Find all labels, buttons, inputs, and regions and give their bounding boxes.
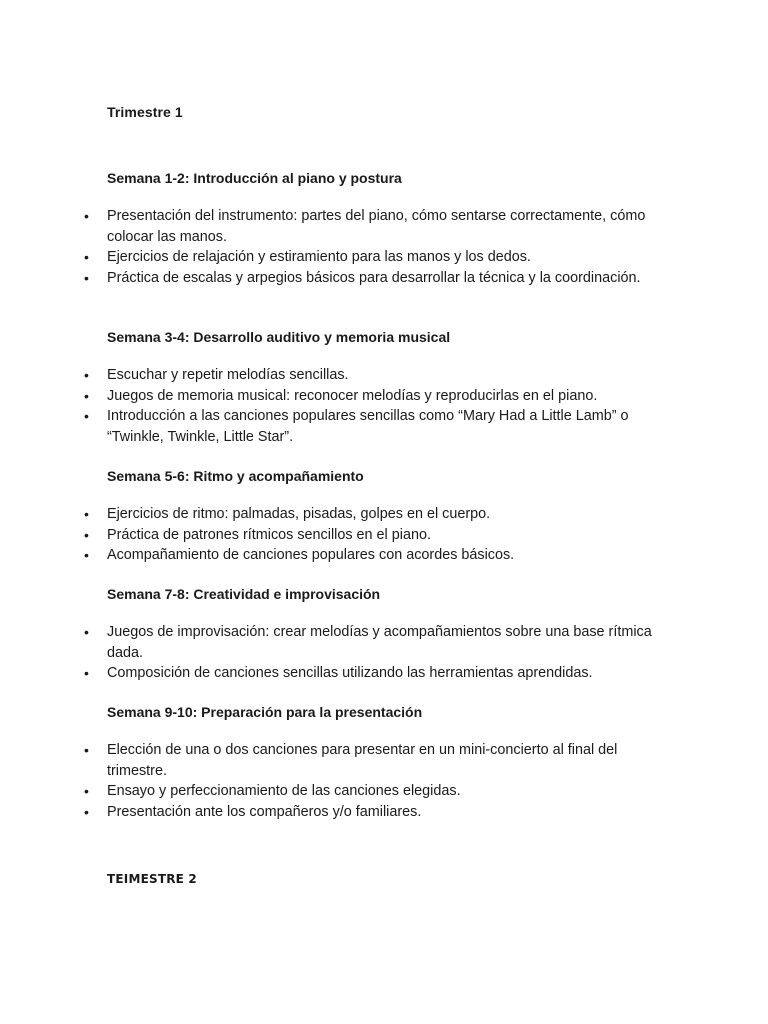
list-item-text: Presentación del instrumento: partes del piano, cómo sentarse correctamente, cómo colocar las manos.: [107, 208, 646, 245]
bullet-list: [84, 504, 667, 566]
section-week-7-8: [84, 584, 667, 684]
bullet-list: [84, 365, 667, 447]
bullet-icon: •: [84, 783, 89, 799]
bullet-icon: •: [84, 408, 89, 424]
bullet-icon: •: [84, 547, 89, 563]
section-heading: Semana 3-4: Desarrollo auditivo y memoria musical: [107, 329, 451, 345]
bullet-icon: •: [84, 367, 89, 383]
list-item-text: Escuchar y repetir melodías sencillas.: [107, 367, 349, 383]
bullet-icon: •: [84, 249, 89, 265]
trimester-2-title: TEIMESTRE 2: [107, 872, 197, 886]
section-week-9-10: [84, 702, 667, 822]
list-item: [84, 525, 667, 546]
list-item-text: Práctica de escalas y arpegios básicos para desarrollar la técnica y la coordinación.: [107, 269, 641, 286]
list-item: [84, 268, 667, 289]
list-item: [84, 406, 667, 447]
list-item: [84, 545, 667, 566]
section-heading: Semana 9-10: Preparación para la presentación: [107, 704, 423, 720]
list-item: [84, 740, 667, 781]
list-item: [84, 365, 667, 386]
list-item-text: Práctica de patrones rítmicos sencillos en el piano.: [107, 526, 431, 543]
bullet-icon: •: [84, 742, 89, 758]
trimester-1-title: Trimestre 1: [107, 104, 183, 120]
list-item-text: Introducción a las canciones populares sencillas como “Mary Had a Little Lamb” o “Twinkle, Twinkle, Little Star”.: [107, 408, 629, 445]
bullet-icon: •: [84, 526, 89, 543]
list-item: [84, 247, 667, 268]
bullet-icon: •: [84, 269, 89, 286]
section-heading: Semana 1-2: Introducción al piano y postura: [107, 170, 402, 186]
list-item: [84, 386, 667, 407]
list-item: [84, 206, 667, 247]
list-item-text: Ejercicios de relajación y estiramiento para las manos y los dedos.: [107, 249, 531, 265]
list-item-text: Ejercicios de ritmo: palmadas, pisadas, golpes en el cuerpo.: [107, 506, 491, 522]
list-item-text: Acompañamiento de canciones populares con acordes básicos.: [107, 547, 515, 563]
bullet-list: [84, 622, 667, 684]
section-week-1-2: [84, 168, 667, 288]
bullet-icon: •: [84, 387, 89, 404]
list-item-text: Elección de una o dos canciones para presentar en un mini-concierto al final del trimestre.: [107, 742, 618, 779]
list-item-text: Composición de canciones sencillas utilizando las herramientas aprendidas.: [107, 665, 593, 681]
list-item-text: Ensayo y perfeccionamiento de las canciones elegidas.: [107, 783, 461, 799]
section-week-5-6: [84, 466, 667, 566]
list-item: [84, 504, 667, 525]
section-heading: Semana 7-8: Creatividad e improvisación: [107, 586, 381, 602]
bullet-list: [84, 206, 667, 288]
bullet-icon: •: [84, 624, 89, 640]
list-item-text: Juegos de memoria musical: reconocer melodías y reproducirlas en el piano.: [107, 387, 598, 404]
bullet-icon: •: [84, 803, 89, 820]
list-item: [84, 781, 667, 802]
bullet-list: [84, 740, 667, 822]
section-week-3-4: [84, 327, 667, 447]
section-heading: Semana 5-6: Ritmo y acompañamiento: [107, 468, 364, 484]
list-item: [84, 802, 667, 823]
list-item-text: Presentación ante los compañeros y/o familiares.: [107, 803, 422, 820]
bullet-icon: •: [84, 506, 89, 522]
list-item-text: Juegos de improvisación: crear melodías y acompañamientos sobre una base rítmica dada.: [107, 624, 652, 661]
list-item: [84, 622, 667, 663]
list-item: [84, 663, 667, 684]
bullet-icon: •: [84, 665, 89, 681]
bullet-icon: •: [84, 208, 89, 224]
